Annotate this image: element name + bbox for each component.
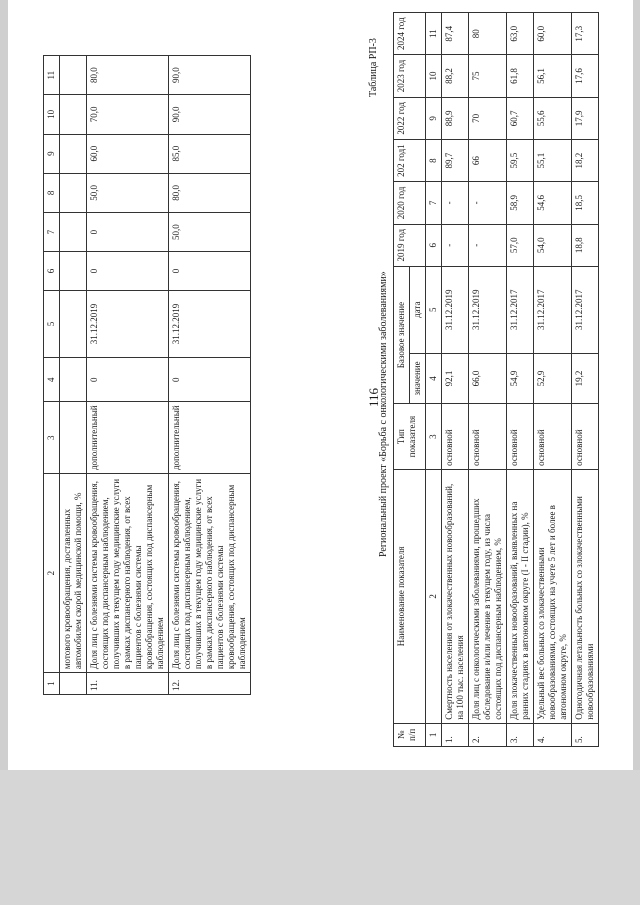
table-cell: 18,2 xyxy=(572,139,599,181)
table-row xyxy=(572,13,599,747)
table-cell: 2. xyxy=(469,723,507,746)
table-cell: 0 xyxy=(87,212,169,251)
table-cell: 31.12.2019 xyxy=(469,266,507,353)
table-row xyxy=(44,56,60,695)
table-cell: основной xyxy=(572,404,599,470)
table-cell: 17,9 xyxy=(572,97,599,139)
header-base-date: дата xyxy=(410,266,426,353)
table-cell: 87,4 xyxy=(442,13,469,55)
table-cell: 19,2 xyxy=(572,353,599,404)
table-cell: дополнительный xyxy=(87,402,169,474)
table-cell: Доля лиц с болезнями системы кровообращения, состоящих под диспансерным наблюдением, получивших в текущем году медицинские услуги в рамках диспансерного наблюдения, от всех пациентов с болезнями системы кровообращения, состоящих под диспансерным наблюдением xyxy=(169,474,251,673)
table-row xyxy=(60,56,87,695)
column-number: 9 xyxy=(44,134,60,173)
table-row xyxy=(469,13,507,747)
table-cell: 55,6 xyxy=(534,97,572,139)
table-cell: 70,0 xyxy=(87,95,169,134)
column-number: 4 xyxy=(44,357,60,401)
column-number: 5 xyxy=(426,266,442,353)
table-row xyxy=(169,56,251,695)
table-cell xyxy=(60,134,87,173)
table-cell: 61,8 xyxy=(507,55,534,97)
column-number: 11 xyxy=(44,56,60,95)
table-cell: 56,1 xyxy=(534,55,572,97)
table-cell xyxy=(60,673,87,695)
table-cell: 54,9 xyxy=(507,353,534,404)
table-cell: 5. xyxy=(572,723,599,746)
table-cell: 92,1 xyxy=(442,353,469,404)
table-cell: 54,0 xyxy=(534,224,572,266)
table-cell: 66,0 xyxy=(469,353,507,404)
table-cell: 59,5 xyxy=(507,139,534,181)
header-name: Наименование показателя xyxy=(394,469,426,723)
column-number: 8 xyxy=(44,173,60,212)
column-number: 6 xyxy=(426,224,442,266)
table-cell: 55,1 xyxy=(534,139,572,181)
table-cell xyxy=(60,173,87,212)
table-cell: 85,0 xyxy=(169,134,251,173)
table-cell: 3. xyxy=(507,723,534,746)
table-cell: Смертность населения от злокачественных новообразований, на 100 тыс. населения xyxy=(442,469,469,723)
table-row xyxy=(507,13,534,747)
header-2023: 2023 год xyxy=(394,55,426,97)
column-number: 11 xyxy=(426,13,442,55)
table-cell: 50,0 xyxy=(169,212,251,251)
table-cell: основной xyxy=(469,404,507,470)
table-cell: - xyxy=(442,182,469,224)
column-number: 9 xyxy=(426,97,442,139)
column-number: 7 xyxy=(426,182,442,224)
table-cell: 0 xyxy=(87,357,169,401)
table-cell: дополнительный xyxy=(169,402,251,474)
header-type: Тип показателя xyxy=(394,404,426,470)
table-cell: 54,6 xyxy=(534,182,572,224)
column-number: 6 xyxy=(44,252,60,291)
header-2022: 2022 год xyxy=(394,97,426,139)
main-table xyxy=(393,12,599,747)
table-cell: 18,8 xyxy=(572,224,599,266)
table-cell: Доля злокачественных новообразований, выявленных на ранних стадиях в автономном округе (I - II стадии), % xyxy=(507,469,534,723)
table-cell: Доля лиц с онкологическими заболеваниями, прошедших обследование и/или лечение в текущем году, из числа состоящих под диспансерным наблюдением, % xyxy=(469,469,507,723)
table-cell: 31.12.2019 xyxy=(169,290,251,357)
column-number: 5 xyxy=(44,290,60,357)
table-cell xyxy=(60,212,87,251)
table-cell: 4. xyxy=(534,723,572,746)
table-cell xyxy=(60,290,87,357)
table-cell: - xyxy=(442,224,469,266)
rotated-content xyxy=(8,2,623,757)
table-cell: Удельный вес больных со злокачественными новообразованиями, состоящих на учете 5 лет и более в автономном округе, % xyxy=(534,469,572,723)
table-row xyxy=(534,13,572,747)
table-cell: 31.12.2017 xyxy=(534,266,572,353)
table-cell: 0 xyxy=(87,252,169,291)
table-row xyxy=(442,13,469,747)
table-cell: 31.12.2019 xyxy=(87,290,169,357)
table-cell: 90,0 xyxy=(169,95,251,134)
table-cell xyxy=(60,95,87,134)
table-cell: 0 xyxy=(169,252,251,291)
column-number: 10 xyxy=(426,55,442,97)
table-cell: 88,9 xyxy=(442,97,469,139)
column-number: 2 xyxy=(44,474,60,673)
table-cell: 31.12.2017 xyxy=(572,266,599,353)
top-table xyxy=(43,55,251,695)
table-cell: - xyxy=(469,182,507,224)
page-number: 116 xyxy=(366,387,381,407)
header-base-value: значение xyxy=(410,353,426,404)
table-label: Таблица РП-3 xyxy=(368,38,379,97)
table-cell: 63,0 xyxy=(507,13,534,55)
header-2021: 202 год1 xyxy=(394,139,426,181)
table-cell: 12. xyxy=(169,673,251,695)
table-cell: основной xyxy=(442,404,469,470)
table-cell: 89,7 xyxy=(442,139,469,181)
table-cell xyxy=(60,357,87,401)
column-number: 7 xyxy=(44,212,60,251)
table-cell: 1. xyxy=(442,723,469,746)
table-cell: 17,3 xyxy=(572,13,599,55)
table-cell: 52,9 xyxy=(534,353,572,404)
table-cell: 58,9 xyxy=(507,182,534,224)
table-cell: 0 xyxy=(169,357,251,401)
header-2020: 2020 год xyxy=(394,182,426,224)
table-cell xyxy=(60,252,87,291)
table-cell: - xyxy=(469,224,507,266)
table-cell xyxy=(60,402,87,474)
table-cell: 80 xyxy=(469,13,507,55)
header-2024: 2024 год xyxy=(394,13,426,55)
column-number: 3 xyxy=(426,404,442,470)
table-cell: 31.12.2017 xyxy=(507,266,534,353)
table-cell: 66 xyxy=(469,139,507,181)
column-number: 1 xyxy=(426,723,442,746)
table-cell: 75 xyxy=(469,55,507,97)
column-number: 1 xyxy=(44,673,60,695)
table-cell: Одногодичная летальность больных со злокачественными новообразованиями xyxy=(572,469,599,723)
table-cell: мотового кровообращения, доставленных автомобилем скорой медицинской помощи, % xyxy=(60,474,87,673)
header-2019: 2019 год xyxy=(394,224,426,266)
table-cell: 50,0 xyxy=(87,173,169,212)
table-cell: 60,0 xyxy=(534,13,572,55)
table-cell: 88,2 xyxy=(442,55,469,97)
column-number: 2 xyxy=(426,469,442,723)
table-cell: 60,7 xyxy=(507,97,534,139)
column-number: 10 xyxy=(44,95,60,134)
table-cell: 57,0 xyxy=(507,224,534,266)
table-cell: основной xyxy=(507,404,534,470)
column-number: 3 xyxy=(44,402,60,474)
scan-background xyxy=(0,770,640,905)
table-cell: 18,5 xyxy=(572,182,599,224)
header-base: Базовое значение xyxy=(394,266,410,403)
table-cell: 90,0 xyxy=(169,56,251,95)
table-cell: 31.12.2019 xyxy=(442,266,469,353)
table-cell xyxy=(60,56,87,95)
column-number: 4 xyxy=(426,353,442,404)
column-number: 8 xyxy=(426,139,442,181)
table-cell: основной xyxy=(534,404,572,470)
table-row xyxy=(87,56,169,695)
table-cell: 70 xyxy=(469,97,507,139)
table-cell: 80,0 xyxy=(169,173,251,212)
table-cell: 17,6 xyxy=(572,55,599,97)
table-cell: 11. xyxy=(87,673,169,695)
numbering-row xyxy=(426,13,442,747)
table-cell: Доля лиц с болезнями системы кровообращения, состоящих под диспансерным наблюдением, получивших в текущем году медицинские услуги в рамках диспансерного наблюдения, от всех пациентов с болезнями системы кровообращения, состоящих под диспансерным наблюдением xyxy=(87,474,169,673)
table-title: Региональный проект «Борьба с онкологическими заболеваниями» xyxy=(378,271,389,557)
header-num: № п/п xyxy=(394,723,426,746)
table-cell: 60,0 xyxy=(87,134,169,173)
table-cell: 80,0 xyxy=(87,56,169,95)
